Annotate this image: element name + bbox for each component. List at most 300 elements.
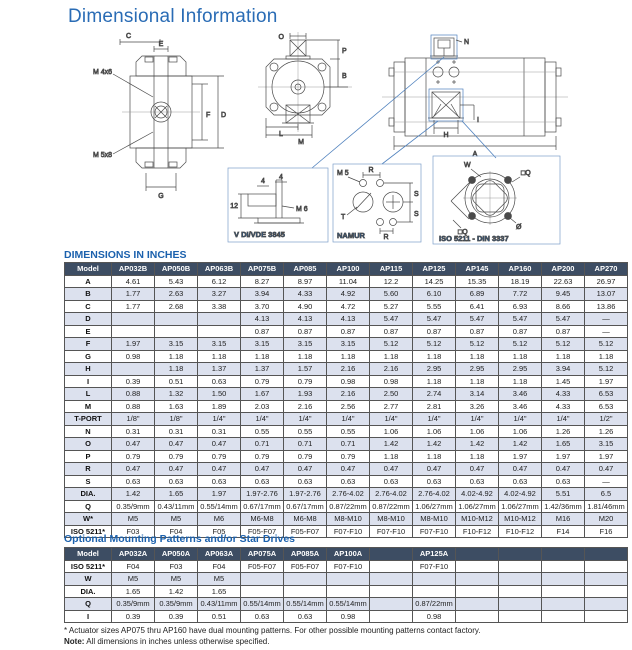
table-cell: 0.51 <box>198 610 241 623</box>
table-cell: 0.43/11mm <box>155 500 198 513</box>
table-cell: F04 <box>112 560 155 573</box>
detail-leader-lines <box>312 57 496 168</box>
table-cell: 0.51 <box>155 375 198 388</box>
table-cell: 4.92 <box>327 288 370 301</box>
table-cell <box>155 313 198 326</box>
model-header: AP085A <box>284 548 327 561</box>
table-cell: 0.79 <box>241 375 284 388</box>
table-cell: 2.74 <box>413 388 456 401</box>
row-label: E <box>65 325 112 338</box>
table-cell: F05-F07 <box>284 560 327 573</box>
table-row <box>65 500 628 513</box>
table-cell: 1/4" <box>370 413 413 426</box>
dim-label-4b: 4 <box>279 174 283 181</box>
dim-label-m4x6: M 4x6 <box>92 69 112 76</box>
table-cell <box>456 560 499 573</box>
table-cell: 1.97 <box>585 450 628 463</box>
table-cell: 0.63 <box>198 475 241 488</box>
table-cell <box>413 585 456 598</box>
table-cell: 5.60 <box>370 288 413 301</box>
table-cell: F07-F10 <box>413 560 456 573</box>
dim-label-m: M <box>298 139 304 146</box>
table-cell: 1.06 <box>456 425 499 438</box>
table-cell: 0.71 <box>327 438 370 451</box>
table-cell: 2.16 <box>327 363 370 376</box>
table-cell <box>112 363 155 376</box>
table-cell: 5.12 <box>585 363 628 376</box>
table-cell: 1.50 <box>198 388 241 401</box>
detail-namur <box>333 164 421 242</box>
table-cell <box>327 585 370 598</box>
table-row <box>65 573 628 586</box>
detail-title-iso: ISO 5211 - DIN 3337 <box>439 234 509 243</box>
table-cell: 6.10 <box>413 288 456 301</box>
table-cell: 5.55 <box>413 300 456 313</box>
table-cell: 0.79 <box>198 450 241 463</box>
dim-label-t: T <box>341 214 346 221</box>
table-cell: 1/2" <box>585 413 628 426</box>
table-cell: 1.93 <box>284 388 327 401</box>
table-cell: F05-F07 <box>284 525 327 538</box>
table-cell: 0.87 <box>241 325 284 338</box>
table-cell: M6 <box>198 513 241 526</box>
table-cell: 8.27 <box>241 275 284 288</box>
table-cell <box>112 325 155 338</box>
table-cell: 0.31 <box>198 425 241 438</box>
dimensions-table <box>64 262 628 538</box>
table-cell: 0.87 <box>499 325 542 338</box>
table-cell: 2.76-4.02 <box>413 488 456 501</box>
model-header: AP032B <box>112 263 155 276</box>
table-cell: 0.98 <box>327 610 370 623</box>
row-label: F <box>65 338 112 351</box>
model-header: AP125A <box>413 548 456 561</box>
dimensional-drawings <box>60 26 632 250</box>
model-header: AP100 <box>327 263 370 276</box>
table-cell: 4.02-4.92 <box>456 488 499 501</box>
row-label: I <box>65 375 112 388</box>
table-cell: 3.15 <box>155 338 198 351</box>
table-cell <box>456 598 499 611</box>
table-cell: 0.79 <box>327 450 370 463</box>
table-cell: 0.79 <box>284 450 327 463</box>
row-label: Q <box>65 598 112 611</box>
table-cell: 6.5 <box>585 488 628 501</box>
table-cell: 0.55 <box>241 425 284 438</box>
table-cell: 13.07 <box>585 288 628 301</box>
table-cell: 2.95 <box>413 363 456 376</box>
table-cell: 2.03 <box>241 400 284 413</box>
table-cell: 5.43 <box>155 275 198 288</box>
table-cell <box>413 573 456 586</box>
table-cell: 1/4" <box>456 413 499 426</box>
table-cell <box>241 573 284 586</box>
table-cell: 6.93 <box>499 300 542 313</box>
model-header <box>370 548 413 561</box>
table-cell: 1.18 <box>327 350 370 363</box>
table-cell: 2.76-4.02 <box>370 488 413 501</box>
table-cell: 0.98 <box>327 375 370 388</box>
table-cell: 0.67/17mm <box>241 500 284 513</box>
table-cell: 1.06 <box>370 425 413 438</box>
table-cell: 2.95 <box>499 363 542 376</box>
table-cell <box>456 610 499 623</box>
row-label: W <box>65 573 112 586</box>
dim-label-4a: 4 <box>261 178 265 185</box>
table-cell: 1.81/46mm <box>585 500 628 513</box>
table-cell: 1.18 <box>499 375 542 388</box>
dim-label-i: I <box>477 117 479 124</box>
table-row <box>65 425 628 438</box>
table-cell: 0.63 <box>112 475 155 488</box>
model-header: AP125 <box>413 263 456 276</box>
table-cell <box>542 560 585 573</box>
model-header: AP115 <box>370 263 413 276</box>
table-cell: 0.47 <box>112 463 155 476</box>
table-cell <box>327 573 370 586</box>
table-cell: 3.15 <box>284 338 327 351</box>
table-cell <box>284 585 327 598</box>
table-cell: 1.42 <box>370 438 413 451</box>
detail-iso-5211 <box>433 156 560 244</box>
row-label: T-PORT <box>65 413 112 426</box>
row-label: G <box>65 350 112 363</box>
table-row <box>65 350 628 363</box>
table-row <box>65 488 628 501</box>
table-row <box>65 375 628 388</box>
table-cell: 1.18 <box>456 450 499 463</box>
table-cell: 1.97 <box>585 375 628 388</box>
model-header <box>542 548 585 561</box>
table-cell <box>155 325 198 338</box>
table-cell: 0.87 <box>370 325 413 338</box>
table-cell: 1.32 <box>155 388 198 401</box>
table-cell: F05 <box>198 525 241 538</box>
dim-label-r-bottom: R <box>383 234 389 241</box>
table-cell: 0.79 <box>241 450 284 463</box>
table-cell <box>499 598 542 611</box>
table-cell: 4.02-4.92 <box>499 488 542 501</box>
table-cell: 1.18 <box>284 350 327 363</box>
table-cell: F07-F10 <box>327 525 370 538</box>
table-cell: 0.35/9mm <box>112 500 155 513</box>
table-cell: 1.06 <box>499 425 542 438</box>
table-cell: M6-M8 <box>284 513 327 526</box>
row-label: DIA. <box>65 585 112 598</box>
table-cell: 2.63 <box>155 288 198 301</box>
top-view-drawing <box>382 35 568 158</box>
table-cell: 1.97-2.76 <box>284 488 327 501</box>
table-cell: 1/4" <box>198 413 241 426</box>
table-cell: 2.68 <box>155 300 198 313</box>
row-label: ISO 5211* <box>65 525 112 538</box>
table-cell: 1.63 <box>155 400 198 413</box>
dim-label-a: A <box>472 151 478 158</box>
table-cell: 14.25 <box>413 275 456 288</box>
detail-vdi-vde-3845 <box>228 168 328 242</box>
table-cell <box>542 598 585 611</box>
table-cell: 3.15 <box>585 438 628 451</box>
table-cell: 1.06 <box>413 425 456 438</box>
table-row <box>65 325 628 338</box>
row-label: I <box>65 610 112 623</box>
table-row <box>65 438 628 451</box>
table-cell: M5 <box>112 513 155 526</box>
table-cell <box>585 585 628 598</box>
table-cell: 1.65 <box>112 585 155 598</box>
table-cell: 3.15 <box>241 338 284 351</box>
table-cell: 5.12 <box>413 338 456 351</box>
table-cell: 0.47 <box>327 463 370 476</box>
table-cell: M5 <box>155 573 198 586</box>
model-column-header: Model <box>65 548 112 561</box>
dim-label-s2: S <box>414 211 419 218</box>
table-cell: 0.98 <box>112 350 155 363</box>
table-cell: 0.47 <box>198 463 241 476</box>
table-cell: 1.18 <box>370 450 413 463</box>
row-label: W* <box>65 513 112 526</box>
table-cell: M5 <box>112 573 155 586</box>
dim-label-r-top: R <box>368 167 374 174</box>
table-cell: 0.87 <box>284 325 327 338</box>
table-cell: 0.63 <box>327 475 370 488</box>
table-cell: 2.50 <box>370 388 413 401</box>
table-row <box>65 513 628 526</box>
table-cell: 1/4" <box>413 413 456 426</box>
table-cell: 6.12 <box>198 275 241 288</box>
row-label: Q <box>65 500 112 513</box>
table-cell: 1.18 <box>370 350 413 363</box>
table-cell: 4.90 <box>284 300 327 313</box>
model-header: AP063B <box>198 263 241 276</box>
table-cell: 6.53 <box>585 400 628 413</box>
table-cell: 6.53 <box>585 388 628 401</box>
table-cell: 0.47 <box>370 463 413 476</box>
table-cell: 1.97 <box>112 338 155 351</box>
table-cell: 0.39 <box>155 610 198 623</box>
dim-label-q-top: □Q <box>521 170 531 177</box>
dim-label-e: E <box>158 41 164 48</box>
dim-label-h: H <box>443 132 449 139</box>
table-cell: 2.16 <box>284 400 327 413</box>
table-cell: 0.31 <box>112 425 155 438</box>
table-cell: F03 <box>112 525 155 538</box>
table-cell <box>499 610 542 623</box>
table-cell: 0.35/9mm <box>112 598 155 611</box>
table-cell: 0.79 <box>112 450 155 463</box>
table-cell: 0.55/14mm <box>241 598 284 611</box>
table-cell: M10-M12 <box>456 513 499 526</box>
dim-label-c: C <box>126 33 132 40</box>
table-cell: 0.98 <box>370 375 413 388</box>
table-cell: 0.79 <box>284 375 327 388</box>
table-cell: 0.87 <box>456 325 499 338</box>
row-label: N <box>65 425 112 438</box>
table-cell: 1.89 <box>198 400 241 413</box>
front-view-drawing <box>258 32 352 146</box>
table-row <box>65 363 628 376</box>
table-cell: 9.45 <box>542 288 585 301</box>
table-cell: 0.71 <box>284 438 327 451</box>
table-cell: 1.37 <box>241 363 284 376</box>
table-cell: 1/4" <box>499 413 542 426</box>
table-cell: 0.47 <box>413 463 456 476</box>
table-cell: 5.47 <box>413 313 456 326</box>
table-cell: 3.27 <box>198 288 241 301</box>
table-cell: F07-F10 <box>413 525 456 538</box>
table-cell: 2.77 <box>370 400 413 413</box>
table-cell: 0.87/22mm <box>413 598 456 611</box>
model-header <box>585 548 628 561</box>
table-cell: 3.94 <box>241 288 284 301</box>
table-cell: F04 <box>198 560 241 573</box>
table-cell: F10-F12 <box>456 525 499 538</box>
table-cell: 0.87/22mm <box>370 500 413 513</box>
table-cell: M5 <box>155 513 198 526</box>
table-cell: 5.12 <box>456 338 499 351</box>
table-cell: 5.12 <box>542 338 585 351</box>
table-cell: 5.47 <box>370 313 413 326</box>
table-cell: 0.47 <box>542 463 585 476</box>
table-cell: 15.35 <box>456 275 499 288</box>
table-cell: F05-F07 <box>241 525 284 538</box>
model-header <box>499 548 542 561</box>
table-row <box>65 313 628 326</box>
table-cell <box>585 573 628 586</box>
table-cell: M8-M10 <box>370 513 413 526</box>
table-cell: F07-F10 <box>327 560 370 573</box>
model-header: AP050B <box>155 263 198 276</box>
table-cell: F07-F10 <box>370 525 413 538</box>
table-cell: 1.18 <box>155 363 198 376</box>
table-cell: 1.18 <box>585 350 628 363</box>
table-cell: M16 <box>542 513 585 526</box>
model-header: AP145 <box>456 263 499 276</box>
table-cell: 2.56 <box>327 400 370 413</box>
detail-title-vdi: V DI/VDE 3845 <box>234 230 285 239</box>
table-cell: 0.55 <box>284 425 327 438</box>
table-cell: 4.13 <box>327 313 370 326</box>
dim-label-f: F <box>206 112 211 119</box>
table-row <box>65 338 628 351</box>
table-cell: 1.06/27mm <box>413 500 456 513</box>
table-cell: 0.71 <box>241 438 284 451</box>
dim-label-dia: Ø <box>516 224 522 231</box>
table-cell: 0.47 <box>284 463 327 476</box>
dim-label-l: L <box>279 131 283 138</box>
table-row <box>65 300 628 313</box>
table-row <box>65 400 628 413</box>
table-cell: — <box>585 475 628 488</box>
model-header: AP063A <box>198 548 241 561</box>
dim-label-n: N <box>464 39 470 46</box>
model-header: AP100A <box>327 548 370 561</box>
table-cell: 4.33 <box>284 288 327 301</box>
table-cell: 26.97 <box>585 275 628 288</box>
model-header: AP270 <box>585 263 628 276</box>
dim-label-m5x8: M 5x8 <box>92 152 112 159</box>
table-cell: 0.63 <box>155 475 198 488</box>
dim-label-s1: S <box>414 191 419 198</box>
table-cell: 13.86 <box>585 300 628 313</box>
table-cell: 1.77 <box>112 300 155 313</box>
table-cell: 0.98 <box>413 610 456 623</box>
table-cell: 1.18 <box>155 350 198 363</box>
table-cell: 8.66 <box>542 300 585 313</box>
table-cell: 1/4" <box>284 413 327 426</box>
table-cell: 3.15 <box>198 338 241 351</box>
row-label: S <box>65 475 112 488</box>
table-cell <box>585 598 628 611</box>
table-cell: 1.65 <box>542 438 585 451</box>
table-cell: 0.39 <box>112 375 155 388</box>
table-cell: 0.63 <box>284 475 327 488</box>
model-header: AP085 <box>284 263 327 276</box>
optional-mounting-table <box>64 547 628 623</box>
table-cell: 3.46 <box>499 388 542 401</box>
table-cell: 1/4" <box>327 413 370 426</box>
table-cell: 1.67 <box>241 388 284 401</box>
table-cell: 0.63 <box>198 375 241 388</box>
table-cell: 22.63 <box>542 275 585 288</box>
row-label: C <box>65 300 112 313</box>
model-column-header: Model <box>65 263 112 276</box>
table-cell: 12.2 <box>370 275 413 288</box>
table-cell: 0.88 <box>112 388 155 401</box>
table-cell: 0.35/9mm <box>155 598 198 611</box>
table-cell: 0.63 <box>499 475 542 488</box>
table-row <box>65 560 628 573</box>
table-row <box>65 388 628 401</box>
side-view-drawing <box>93 33 226 200</box>
table-cell <box>585 560 628 573</box>
table-cell: 0.87 <box>327 325 370 338</box>
table-cell: 11.04 <box>327 275 370 288</box>
table-cell: 1.26 <box>542 425 585 438</box>
table-cell <box>499 585 542 598</box>
table-cell <box>585 610 628 623</box>
dim-label-q-bottom: □Q <box>458 229 468 236</box>
table-cell: F16 <box>585 525 628 538</box>
table-cell: 0.47 <box>155 438 198 451</box>
table-cell: 3.26 <box>456 400 499 413</box>
model-header <box>456 548 499 561</box>
table-cell: 1.18 <box>499 350 542 363</box>
table-cell: 0.87/22mm <box>327 500 370 513</box>
table-cell: 1.65 <box>155 488 198 501</box>
table-cell: 0.47 <box>198 438 241 451</box>
table-cell: 5.12 <box>585 338 628 351</box>
table-cell: 6.89 <box>456 288 499 301</box>
table-cell: 3.15 <box>327 338 370 351</box>
table-cell: 1.97 <box>198 488 241 501</box>
table-cell <box>542 610 585 623</box>
table-cell: 0.55 <box>327 425 370 438</box>
table-cell <box>241 585 284 598</box>
table-cell: 1.45 <box>542 375 585 388</box>
table-cell: 1/8" <box>112 413 155 426</box>
table-cell <box>499 560 542 573</box>
dim-label-d: D <box>221 112 227 119</box>
table-cell: 0.87 <box>413 325 456 338</box>
table-cell: M20 <box>585 513 628 526</box>
table-cell: F05-F07 <box>241 560 284 573</box>
table-cell: 3.94 <box>542 363 585 376</box>
table-cell: 0.63 <box>413 475 456 488</box>
model-header: AP032A <box>112 548 155 561</box>
table-cell: 1.42 <box>155 585 198 598</box>
table-cell: M10-M12 <box>499 513 542 526</box>
